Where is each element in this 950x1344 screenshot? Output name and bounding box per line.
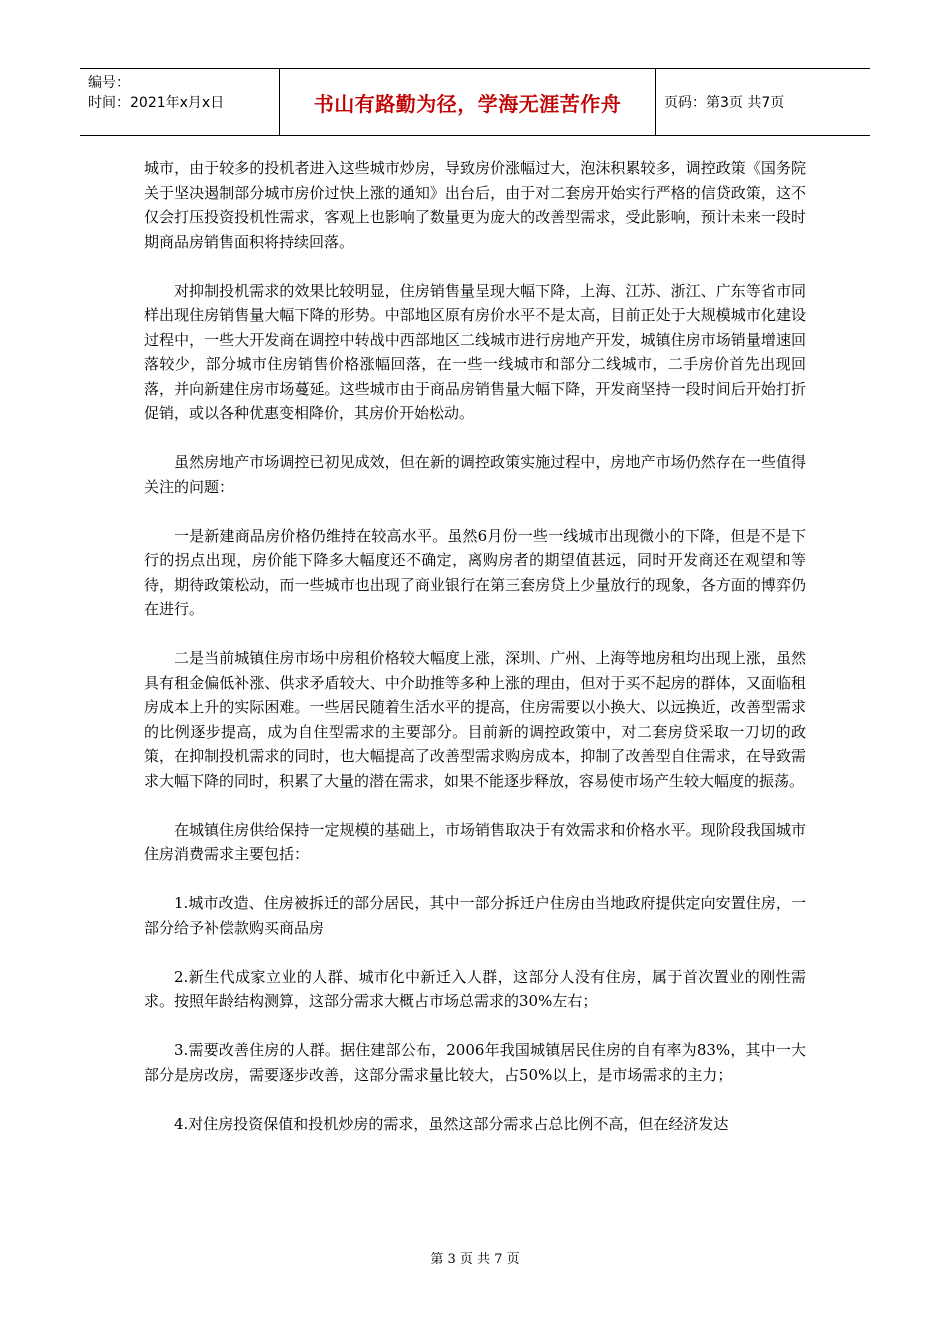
paragraph: 对抑制投机需求的效果比较明显，住房销售量呈现大幅下降，上海、江苏、浙江、广东等省市同样出现住房销售量大幅下降的形势。中部地区原有房价水平不是太高，目前正处于大规模城市化建设过程中，一些大开发商在调控中转战中西部地区二线城市进行房地产开发，城镇住房市场销量增速回落较少，部分城市住房销售价格涨幅回落，在一些一线城市和部分二线城市，二手房价首先出现回落，并向新建住房市场蔓延。这些城市由于商品房销售量大幅下降，开发商坚持一段时间后开始打折促销，或以各种优惠变相降价，其房价开始松动。 [144, 281, 806, 422]
paragraph: 虽然房地产市场调控已初见成效，但在新的调控政策实施过程中，房地产市场仍然存在一些值得关注的问题： [144, 453, 806, 496]
page-footer: 第 3 页 共 7 页 [430, 1252, 520, 1267]
time-label: 时间：2021年x月x日 [88, 95, 225, 111]
paragraph: 城市，由于较多的投机者进入这些城市炒房，导致房价涨幅过大，泡沫积累较多，调控政策《国务院关于坚决遏制部分城市房价过快上涨的通知》出台后，由于对二套房开始实行严格的信贷政策，这不仅会打压投资投机性需求，客观上也影响了数量更为庞大的改善型需求，受此影响，预计未来一段时期商品房销售面积将持续回落。 [144, 159, 806, 251]
list-item: 2.新生代成家立业的人群、城市化中新迁入人群，这部分人没有住房，属于首次置业的刚性需求。按照年龄结构测算，这部分需求大概占市场总需求的30%左右； [144, 967, 806, 1010]
header-meta [80, 69, 280, 135]
header-page-info: 页码：第3页 共7页 [664, 95, 785, 111]
paragraph: 一是新建商品房价格仍维持在较高水平。虽然6月份一些一线城市出现微小的下降，但是不是下行的拐点出现，房价能下降多大幅度还不确定，离购房者的期望值甚远，同时开发商还在观望和等待，期待政策松动，而一些城市也出现了商业银行在第三套房贷上少量放行的现象，各方面的博弈仍在进行。 [144, 526, 806, 618]
list-item: 3.需要改善住房的人群。据住建部公布，2006年我国城镇居民住房的自有率为83%，其中一大部分是房改房，需要逐步改善，这部分需求量比较大，占50%以上，是市场需求的主力； [144, 1041, 806, 1084]
paragraph: 在城镇住房供给保持一定规模的基础上，市场销售取决于有效需求和价格水平。现阶段我国城市住房消费需求主要包括： [144, 820, 806, 863]
list-item: 1.城市改造、住房被拆迁的部分居民，其中一部分拆迁户住房由当地政府提供定向安置住房，一部分给予补偿款购买商品房 [144, 894, 806, 937]
paragraph: 二是当前城镇住房市场中房租价格较大幅度上涨，深圳、广州、上海等地房租均出现上涨，虽然具有租金偏低补涨、供求矛盾较大、中介助推等多种上涨的理由，但对于买不起房的群体，又面临租房成本上升的实际困难。一些居民随着生活水平的提高，住房需要以小换大、以远换近，改善型需求的比例逐步提高，成为自住型需求的主要部分。目前新的调控政策中，对二套房贷采取一刀切的政策，在抑制投机需求的同时，也大幅提高了改善型需求购房成本，抑制了改善型自住需求，在导致需求大幅下降的同时，积累了大量的潜在需求，如果不能逐步释放，容易使市场产生较大幅度的振荡。 [144, 649, 806, 790]
number-label: 编号： [88, 75, 130, 91]
page-header [80, 68, 870, 136]
list-item: 4.对住房投资保值和投机炒房的需求，虽然这部分需求占总比例不高，但在经济发达 [174, 1114, 729, 1133]
document-body [144, 156, 806, 1161]
header-motto: 书山有路勤为径，学海无涯苦作舟 [280, 69, 656, 135]
